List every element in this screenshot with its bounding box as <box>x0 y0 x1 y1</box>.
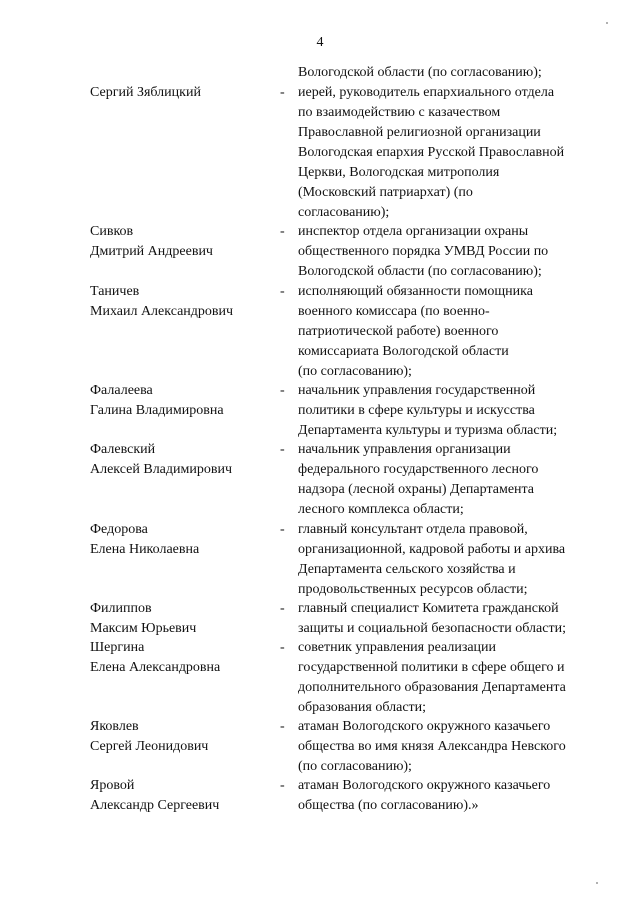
member-position-line: советник управления реализации <box>298 640 497 655</box>
member-name-line: Фалалеева <box>90 383 153 398</box>
member-name-line: Таничев <box>90 284 140 299</box>
member-position-line: атаман Вологодского окружного казачьего <box>298 778 551 793</box>
list-dash: - <box>280 383 285 398</box>
member-name <box>90 776 219 816</box>
member-name-line: Яковлев <box>90 719 139 734</box>
member-name-line: Дмитрий Андреевич <box>90 244 213 259</box>
member-name-line: Яровой <box>90 778 135 793</box>
member-position-line: образования области; <box>298 700 427 715</box>
member-position-line: (по согласованию); <box>298 759 412 774</box>
list-dash: - <box>280 284 285 299</box>
member-position-line: согласованию); <box>298 205 390 220</box>
member-position <box>298 83 564 223</box>
member-position-line: главный специалист Комитета гражданской <box>298 601 559 616</box>
member-position-line: общества (по согласованию).» <box>298 798 479 813</box>
member-position-line: Церкви, Вологодская митрополия <box>298 165 500 180</box>
member-name <box>90 599 196 639</box>
member-position-line: патриотической работе) военного <box>298 324 499 339</box>
list-dash: - <box>280 601 285 616</box>
continuation-line: Вологодской области (по согласованию); <box>298 65 542 80</box>
member-position-line: лесного комплекса области; <box>298 502 464 517</box>
scan-speck <box>596 882 598 884</box>
list-dash: - <box>280 85 285 100</box>
member-position-line: исполняющий обязанности помощника <box>298 284 533 299</box>
member-position-line: по взаимодействию с казачеством <box>298 105 501 120</box>
member-name-line: Максим Юрьевич <box>90 621 197 636</box>
member-name-line: Сергей Леонидович <box>90 739 209 754</box>
member-position-line: Вологодская епархия Русской Православной <box>298 145 565 160</box>
member-name-line: Михаил Александрович <box>90 304 234 319</box>
list-dash: - <box>280 778 285 793</box>
member-position <box>298 282 533 382</box>
member-position-line: государственной политики в сфере общего и <box>298 660 565 675</box>
member-position <box>298 381 557 441</box>
member-position-line: продовольственных ресурсов области; <box>298 582 528 597</box>
list-dash: - <box>280 640 285 655</box>
member-name-line: Шергина <box>90 640 145 655</box>
list-dash: - <box>280 719 285 734</box>
member-position-line: военного комиссара (по военно- <box>298 304 490 319</box>
member-position-line: Департамента культуры и туризма области; <box>298 423 558 438</box>
member-position <box>298 440 538 520</box>
member-position-line: Департамента сельского хозяйства и <box>298 562 516 577</box>
member-position <box>298 638 566 718</box>
member-name-line: Федорова <box>90 522 148 537</box>
list-dash: - <box>280 224 285 239</box>
member-name <box>90 282 233 322</box>
member-name-line: Фалевский <box>90 442 156 457</box>
member-name <box>90 638 220 678</box>
scan-speck <box>606 22 608 24</box>
member-position <box>298 599 566 639</box>
member-position <box>298 222 548 282</box>
member-position-line: атаман Вологодского окружного казачьего <box>298 719 551 734</box>
member-position-line: Вологодской области (по согласованию); <box>298 264 542 279</box>
member-position-line: начальник управления государственной <box>298 383 536 398</box>
member-name-line: Сивков <box>90 224 134 239</box>
member-position-line: защиты и социальной безопасности области; <box>298 621 566 636</box>
member-name-line: Сергий Зяблицкий <box>90 85 201 100</box>
member-position-line: организационной, кадровой работы и архива <box>298 542 566 557</box>
member-position-line: общественного порядка УМВД России по <box>298 244 549 259</box>
member-position-line: иерей, руководитель епархиального отдела <box>298 85 555 100</box>
member-position-line: начальник управления организации <box>298 442 511 457</box>
member-name <box>90 222 213 262</box>
member-position-line: Православной религиозной организации <box>298 125 541 140</box>
member-position <box>298 520 565 600</box>
member-name <box>90 520 199 560</box>
member-position-line: (Московский патриархат) (по <box>298 185 473 200</box>
member-name <box>90 381 224 421</box>
list-dash: - <box>280 442 285 457</box>
member-name <box>90 440 232 480</box>
list-dash: - <box>280 522 285 537</box>
member-position-line: политики в сфере культуры и искусства <box>298 403 535 418</box>
member-position-line: дополнительного образования Департамента <box>298 680 566 695</box>
member-name <box>90 717 208 757</box>
member-position-line: комиссариата Вологодской области <box>298 344 509 359</box>
member-position <box>298 776 550 816</box>
member-position-line: федерального государственного лесного <box>298 462 539 477</box>
member-name-line: Елена Александровна <box>90 660 221 675</box>
member-position-line: инспектор отдела организации охраны <box>298 224 529 239</box>
member-name-line: Галина Владимировна <box>90 403 224 418</box>
member-name-line: Александр Сергеевич <box>90 798 220 813</box>
member-position-line: главный консультант отдела правовой, <box>298 522 528 537</box>
member-name <box>90 83 201 103</box>
member-name-line: Филиппов <box>90 601 152 616</box>
member-name-line: Алексей Владимирович <box>90 462 233 477</box>
member-position-line: общества во имя князя Александра Невского <box>298 739 566 754</box>
member-position-line: надзора (лесной охраны) Департамента <box>298 482 535 497</box>
member-position <box>298 717 566 777</box>
page-number: 4 <box>316 35 324 50</box>
member-position-line: (по согласованию); <box>298 364 412 379</box>
member-name-line: Елена Николаевна <box>90 542 200 557</box>
